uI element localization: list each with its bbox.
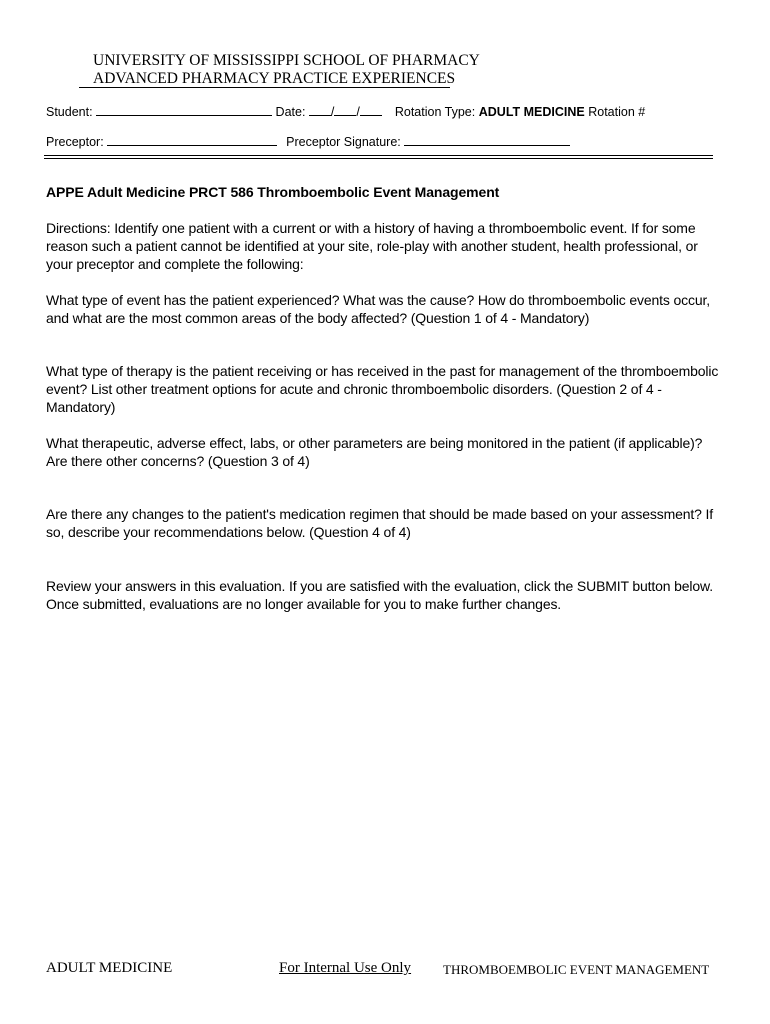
review-instructions: Review your answers in this evaluation. If you are satisfied with the evaluation, click the SUBMIT button below. Once submitted, evaluations are no longer available for you to make further changes. — [46, 578, 713, 612]
directions-text: Directions: Identify one patient with a current or with a history of having a thromboembolic event. If for some reason such a patient cannot be identified at your site, role-play with another student, health professional, or your preceptor and complete the following: — [46, 220, 698, 272]
question-2: What type of therapy is the patient receiving or has received in the past for management of the thromboembolic event? List other treatment options for acute and chronic thromboembolic disorders. (Question 2 of 4 - Mandatory) — [46, 363, 719, 415]
date-month-field[interactable] — [309, 104, 331, 116]
document-title — [93, 52, 480, 88]
student-info-row — [46, 104, 645, 119]
rotation-number-label: Rotation # — [588, 105, 646, 119]
date-separator: / — [330, 105, 335, 119]
question-4: Are there any changes to the patient's medication regimen that should be made based on your assessment? If so, describe your recommendations below. (Question 4 of 4) — [46, 506, 713, 540]
header-separator — [44, 155, 713, 159]
preceptor-info-row — [46, 134, 570, 149]
university-name: UNIVERSITY OF MISSISSIPPI SCHOOL OF PHARMACY — [93, 52, 480, 69]
footer-rotation: ADULT MEDICINE — [46, 960, 173, 976]
student-name-field[interactable] — [96, 104, 272, 116]
question-1: What type of event has the patient experienced? What was the cause? How do thromboembolic events occur, and what are the most common areas of the body affected? (Question 1 of 4 - Mandatory) — [46, 292, 710, 326]
rotation-type-label: Rotation Type: — [394, 105, 476, 119]
program-name: ADVANCED PHARMACY PRACTICE EXPERIENCES — [93, 70, 456, 87]
date-label: Date: — [275, 105, 306, 119]
title-underline — [79, 87, 450, 88]
question-3: What therapeutic, adverse effect, labs, or other parameters are being monitored in the patient (if applicable)? Are there other concerns? (Question 3 of 4) — [46, 435, 703, 469]
preceptor-signature-field[interactable] — [404, 134, 570, 146]
preceptor-signature-label: Preceptor Signature: — [286, 135, 401, 149]
date-year-field[interactable] — [360, 104, 382, 116]
date-separator: / — [356, 105, 360, 119]
footer-topic: THROMBOEMBOLIC EVENT MANAGEMENT — [443, 962, 710, 977]
date-day-field[interactable] — [334, 104, 356, 116]
student-label: Student: — [46, 105, 93, 119]
preceptor-name-field[interactable] — [107, 134, 277, 146]
preceptor-label: Preceptor: — [46, 135, 104, 149]
rotation-type-value: ADULT MEDICINE — [478, 105, 585, 119]
form-heading: APPE Adult Medicine PRCT 586 Thromboembolic Event Management — [46, 184, 500, 200]
footer-internal-use: For Internal Use Only — [279, 960, 412, 976]
